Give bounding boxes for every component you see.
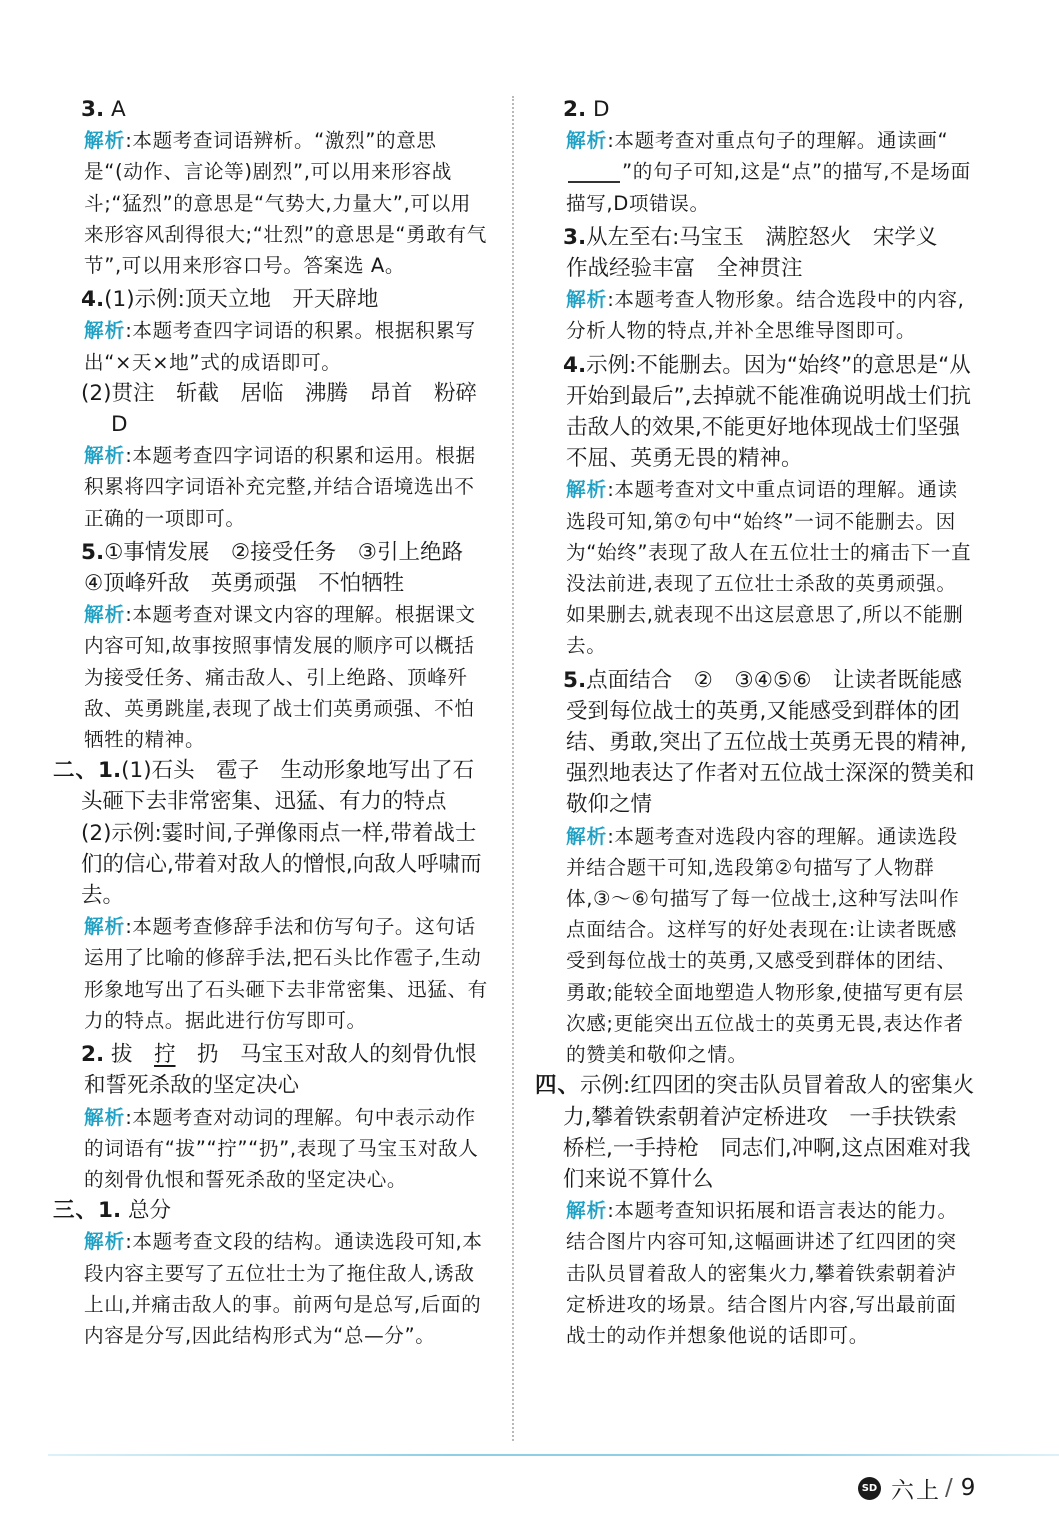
- analysis-label: 解析: [566, 478, 608, 502]
- answer: [81, 284, 491, 315]
- answer-text: 马宝玉对敌人的刻骨仇恨和誓死杀敌的坚定决心: [84, 1042, 477, 1099]
- analysis-label: 解析: [566, 288, 608, 312]
- answer: [81, 94, 491, 125]
- question-number: 5.: [563, 667, 587, 693]
- question-number: 4.: [563, 352, 587, 378]
- answer: [563, 94, 975, 125]
- answer: [81, 1039, 491, 1101]
- explanation-text: :本题考查文段的结构。通读选段可知,本段内容主要写了五位壮士为了拖住敌人,诱敌上山,并痛击敌人的事。前两句是总写,后面的内容是分写,因此结构形式为“总—分”。: [84, 1230, 483, 1347]
- answer-text: (1)石头 雹子 生动形象地写出了石头砸下去非常密集、迅猛、有力的特点: [81, 758, 475, 815]
- explanation: [81, 440, 491, 534]
- answer: [81, 537, 491, 599]
- answer: [563, 350, 975, 475]
- analysis-label: 解析: [84, 129, 126, 153]
- explanation-text: ”的句子可知,这是“点”的描写,不是场面描写,D项错误。: [566, 160, 971, 215]
- explanation: [81, 599, 491, 755]
- analysis-label: 解析: [566, 129, 608, 153]
- explanation-text: :本题考查四字词语的积累和运用。根据积累将四字词语补充完整,并结合语境选出不正确的一项即可。: [84, 444, 476, 530]
- explanation: [81, 125, 491, 281]
- footer-rule: [48, 1454, 1059, 1456]
- answer-text: 示例:不能删去。因为“始终”的意思是“从开始到最后”,去掉就不能准确说明战士们抗击敌人的效果,不能更好地体现战士们坚强不屈、英勇无畏的精神。: [566, 352, 971, 472]
- answer: [563, 665, 975, 821]
- answer-text: (2)示例:霎时间,子弹像雨点一样,带着战士们的信心,带着对敌人的憎恨,向敌人呼啸而去。: [81, 820, 482, 909]
- answer-text: 点面结合 ② ③④⑤⑥ 让读者既能感受到每位战士的英勇,又能感受到群体的团结、勇敢,突出了五位战士英勇无畏的精神,强烈地表达了作者对五位战士深深的赞美和敬仰之情: [566, 667, 975, 818]
- explanation-text: :本题考查对动词的理解。句中表示动作的词语有“拔”“拧”“扔”,表现了马宝玉对敌人的刻骨仇恨和誓死杀敌的坚定决心。: [84, 1105, 479, 1191]
- grade-label: 六上: [891, 1477, 941, 1504]
- explanation-text: :本题考查对文中重点词语的理解。通读选段可知,第⑦句中“始终”一词不能删去。因为“始终”表现了敌人在五位壮士的痛击下一直没法前进,表现了五位壮士杀敌的英勇顽强。如果删去,就表现不出这层意思了,所以不能删去。: [566, 478, 972, 658]
- explanation-text: :本题考查人物形象。结合选段中的内容,分析人物的特点,并补全思维导图即可。: [566, 288, 965, 343]
- explanation: [81, 1102, 491, 1196]
- footer-separator: /: [945, 1475, 953, 1501]
- explanation-text: :本题考查对选段内容的理解。通读选段并结合题干可知,选段第②句描写了人物群体,③～⑥句描写了每一位战士,这种写法叫作点面结合。这样写的好处表现在:让读者既感受到每位战士的英勇,又感受到群体的团结、勇敢;能较全面地塑造人物形象,使描写更有层次感;更能突出五位战士的英勇无畏,表达作者的赞美和敬仰之情。: [566, 824, 964, 1067]
- explanation-text: :本题考查知识拓展和语言表达的能力。结合图片内容可知,这幅画讲述了红四团的突击队员冒着敌人的密集火力,攀着铁索朝着泸定桥进攻的场景。结合图片内容,写出最前面战士的动作并想象他说的话即可。: [566, 1199, 958, 1347]
- analysis-label: 解析: [84, 915, 126, 939]
- answer-text: D: [586, 97, 610, 122]
- explanation: [563, 125, 975, 219]
- answer-subpart: [81, 378, 499, 440]
- section-marker: 三、: [53, 1198, 99, 1224]
- explanation: [81, 1226, 491, 1351]
- explanation-text: :本题考查对重点句子的理解。通读画“: [607, 129, 949, 153]
- analysis-label: 解析: [84, 1230, 126, 1254]
- answer-text: (2)贯注 斩截 居临 沸腾 昂首 粉碎 D: [81, 380, 499, 438]
- explanation-text: :本题考查修辞手法和仿写句子。这句话运用了比喻的修辞手法,把石头比作雹子,生动形象地写出了石头砸下去非常密集、迅猛、有力的特点。据此进行仿写即可。: [84, 915, 488, 1032]
- analysis-label: 解析: [84, 319, 126, 343]
- section-answer: [53, 755, 491, 817]
- answer-text: 示例:红四团的突击队员冒着敌人的密集火力,攀着铁索朝着泸定桥进攻 一手扶铁索桥栏,一手持枪 同志们,冲啊,这点困难对我们来说不算什么: [563, 1073, 975, 1192]
- explanation-text: :本题考查四字词语的积累。根据积累写出“×天×地”式的成语即可。: [84, 319, 476, 374]
- question-number: 2.: [81, 1042, 105, 1068]
- question-number: 1.: [98, 758, 122, 784]
- answer-text: 从左至右:马宝玉 满腔怒火 宋学义 作战经验丰富 全神贯注: [566, 224, 959, 282]
- answer-word: 拔: [110, 1042, 133, 1068]
- explanation-text: :本题考查词语辨析。“激烈”的意思是“(动作、言论等)剧烈”,可以用来形容战斗;“猛烈”的意思是“气势大,力量大”,可以用来形容风刮得很大;“壮烈”的意思是“勇敢有气节”,可以用来形容口号。答案选 A。: [84, 129, 487, 278]
- blank-underline: [568, 163, 620, 183]
- explanation: [563, 1195, 975, 1351]
- left-column: [53, 94, 499, 1351]
- question-number: 3.: [81, 97, 105, 122]
- answer: [563, 222, 975, 284]
- page-number: 9: [960, 1475, 976, 1501]
- answer-text: 总分: [121, 1198, 171, 1224]
- analysis-label: 解析: [566, 824, 608, 848]
- explanation-text: :本题考查对课文内容的理解。根据课文内容可知,故事按照事情发展的顺序可以概括为接受任务、痛击敌人、引上绝路、顶峰歼敌、英勇跳崖,表现了战士们英勇顽强、不怕牺牲的精神。: [84, 603, 476, 752]
- analysis-label: 解析: [84, 1105, 126, 1129]
- answer-text: (1)示例:顶天立地 开天辟地: [104, 287, 379, 313]
- answer-text: A: [104, 97, 126, 122]
- answer-text: ①事情发展 ②接受任务 ③引上绝路 ④顶峰歼敌 英勇顽强 不怕牺牲: [84, 539, 485, 597]
- question-number: 4.: [81, 287, 105, 313]
- question-number: 5.: [81, 539, 105, 565]
- explanation: [563, 284, 975, 346]
- analysis-label: 解析: [566, 1199, 608, 1223]
- section-marker: 二、: [53, 758, 99, 784]
- section-answer: [53, 1195, 491, 1226]
- section-marker: 四、: [535, 1073, 581, 1099]
- footer: [858, 1468, 975, 1508]
- publisher-logo-icon: SD: [858, 1477, 881, 1500]
- analysis-label: 解析: [84, 444, 126, 468]
- explanation: [81, 315, 491, 377]
- analysis-label: 解析: [84, 603, 126, 627]
- explanation: [563, 821, 975, 1071]
- answer-word: 扔: [197, 1042, 219, 1068]
- question-number: 3.: [563, 224, 587, 250]
- explanation: [81, 911, 491, 1036]
- right-column: [535, 94, 975, 1351]
- question-number: 1.: [98, 1198, 122, 1224]
- question-number: 2.: [563, 97, 587, 122]
- answer-word-underlined: 拧: [154, 1042, 176, 1068]
- explanation: [563, 474, 975, 661]
- section-answer: [535, 1070, 975, 1195]
- answer-subpart: [81, 818, 491, 912]
- column-divider: [512, 96, 514, 1441]
